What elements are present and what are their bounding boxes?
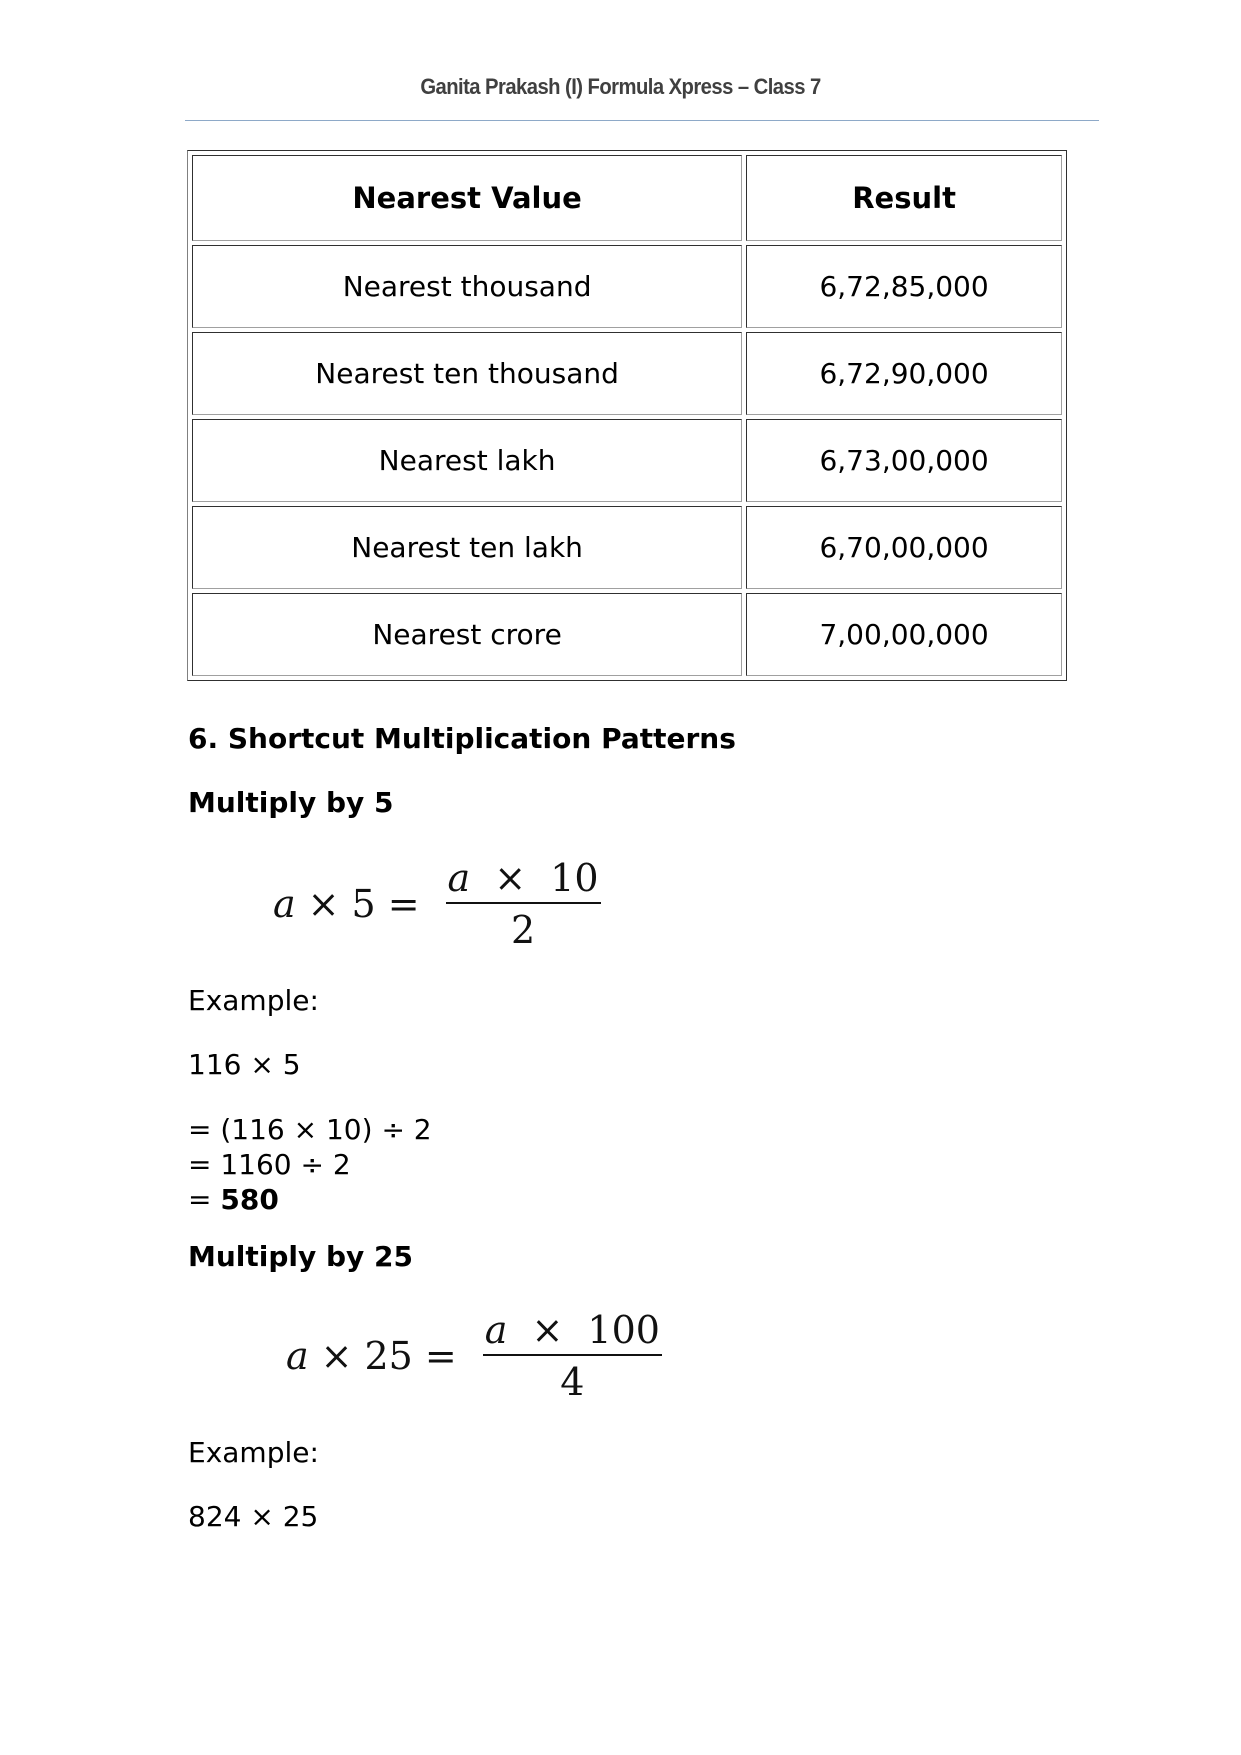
example-problem: 116 × 5 xyxy=(188,1048,301,1081)
fraction-denominator: 2 xyxy=(510,908,536,952)
section-heading: 6. Shortcut Multiplication Patterns xyxy=(188,722,736,755)
fraction-numerator xyxy=(483,1310,662,1354)
solution-step: = 1160 ÷ 2 xyxy=(188,1148,351,1181)
formula-multiply-by-5 xyxy=(273,858,601,950)
cell-result: 6,70,00,000 xyxy=(746,506,1062,589)
times-symbol: × xyxy=(531,1308,564,1352)
numerator-variable: a xyxy=(484,1308,508,1352)
formula-variable: a xyxy=(273,882,296,926)
times-symbol: × xyxy=(494,856,527,900)
formula-multiply-by-25 xyxy=(286,1310,662,1402)
numerator-number: 10 xyxy=(550,856,599,900)
pattern-heading-multiply-by-25: Multiply by 25 xyxy=(188,1240,414,1273)
cell-nearest-value: Nearest ten thousand xyxy=(192,332,742,415)
equals-symbol: = xyxy=(424,1334,457,1378)
example-solution-steps xyxy=(188,1112,432,1217)
times-symbol: × xyxy=(320,1334,353,1378)
table-header-row xyxy=(192,155,1062,241)
formula-variable: a xyxy=(286,1334,309,1378)
cell-result: 7,00,00,000 xyxy=(746,593,1062,676)
cell-nearest-value: Nearest ten lakh xyxy=(192,506,742,589)
numerator-variable: a xyxy=(447,856,471,900)
pattern-heading-multiply-by-5: Multiply by 5 xyxy=(188,786,394,819)
formula-lhs xyxy=(286,1334,469,1378)
example-label: Example: xyxy=(188,1436,319,1469)
fraction-numerator xyxy=(446,858,601,902)
cell-nearest-value: Nearest crore xyxy=(192,593,742,676)
header-divider xyxy=(185,120,1099,121)
table-row xyxy=(192,245,1062,328)
table-row xyxy=(192,506,1062,589)
cell-nearest-value: Nearest lakh xyxy=(192,419,742,502)
cell-result: 6,72,85,000 xyxy=(746,245,1062,328)
numerator-number: 100 xyxy=(587,1308,660,1352)
fraction-denominator: 4 xyxy=(560,1360,585,1404)
example-problem: 824 × 25 xyxy=(188,1500,319,1533)
formula-multiplier: 25 xyxy=(364,1334,413,1378)
formula-fraction xyxy=(483,1310,662,1402)
page-header-title: Ganita Prakash (I) Formula Xpress – Class 7 xyxy=(420,74,821,99)
solution-answer: 580 xyxy=(220,1183,279,1216)
formula-fraction xyxy=(446,858,601,950)
example-label: Example: xyxy=(188,984,319,1017)
solution-step: = (116 × 10) ÷ 2 xyxy=(188,1113,432,1146)
column-header-result: Result xyxy=(746,155,1062,241)
cell-result: 6,73,00,000 xyxy=(746,419,1062,502)
formula-lhs xyxy=(273,882,432,926)
table-row xyxy=(192,419,1062,502)
equals-symbol: = xyxy=(387,882,420,926)
column-header-nearest-value: Nearest Value xyxy=(192,155,742,241)
cell-result: 6,72,90,000 xyxy=(746,332,1062,415)
rounding-table xyxy=(187,150,1067,681)
formula-multiplier: 5 xyxy=(351,882,376,926)
solution-answer-line xyxy=(188,1182,432,1217)
times-symbol: × xyxy=(307,882,340,926)
table-row xyxy=(192,332,1062,415)
table-row xyxy=(192,593,1062,676)
cell-nearest-value: Nearest thousand xyxy=(192,245,742,328)
answer-prefix: = xyxy=(188,1183,221,1216)
